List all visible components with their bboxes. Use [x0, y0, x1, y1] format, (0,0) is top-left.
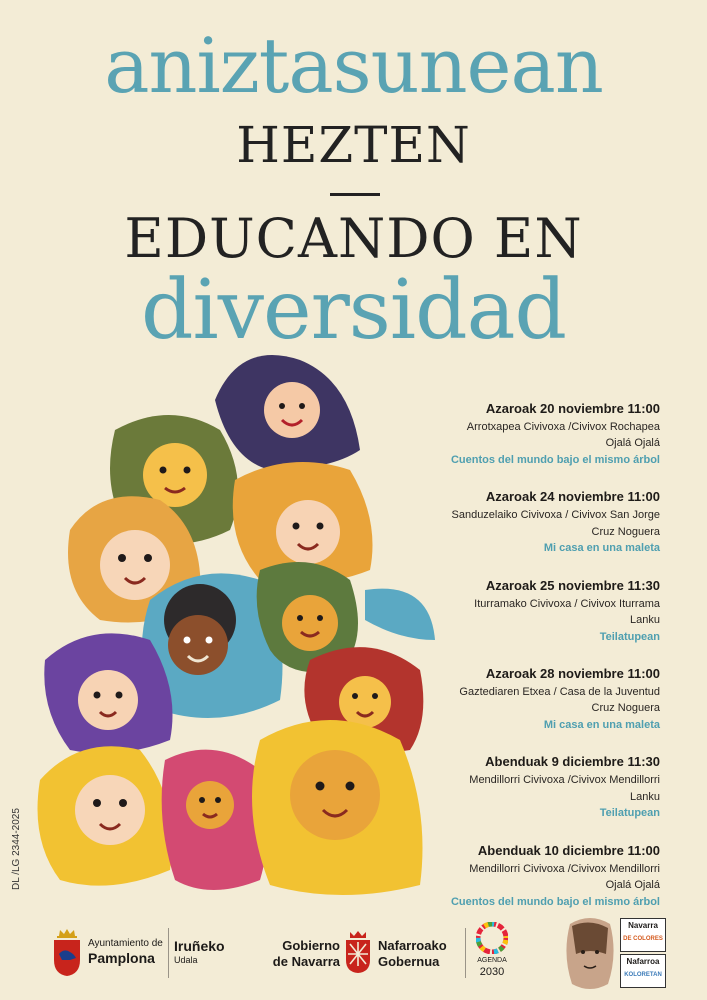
title-divider [330, 193, 380, 196]
event-item [420, 577, 660, 645]
event-title: Mi casa en una maleta [543, 542, 660, 555]
event-company: Lanku [630, 790, 660, 803]
event-item [420, 488, 660, 556]
event-company: Lanku [630, 614, 660, 627]
agenda-line1: AGENDA [477, 957, 507, 964]
title-hezten: HEZTEN [236, 116, 471, 174]
event-company: Ojalá Ojalá [605, 437, 660, 450]
agenda-line2: 2030 [479, 966, 505, 978]
title-aniztasunean: aniztasunean [104, 21, 603, 110]
pamplona-shield-icon [52, 928, 82, 978]
children-illustration [30, 340, 450, 900]
event-place: Iturramako Civivoxa / Civivox Iturrama [474, 597, 660, 610]
event-place: Sanduzelaiko Civivoxa / Civivox San Jorge [451, 509, 660, 522]
event-date: Azaroak 28 noviembre 11:00 [485, 666, 660, 682]
irunea-line2: Udala [174, 955, 198, 965]
event-date: Azaroak 24 noviembre 11:00 [485, 489, 660, 505]
event-company: Cruz Noguera [591, 525, 660, 538]
badge2-line2: KOLORETAN [624, 972, 662, 978]
event-company: Cruz Noguera [591, 702, 660, 715]
nafarroa-line1: Nafarroako [378, 938, 447, 953]
pamplona-line2: Pamplona [88, 950, 155, 966]
event-item [420, 665, 660, 733]
badge1-line2: DE COLORES [623, 936, 663, 942]
event-date: Azaroak 20 noviembre 11:00 [485, 401, 660, 416]
navarra-de-colores-badge [620, 918, 666, 952]
gobierno-line2: de Navarra [272, 954, 340, 969]
navarra-de-colores-face-icon [562, 914, 618, 994]
nafarroa-line2: Gobernua [378, 954, 440, 969]
logo-separator [465, 928, 466, 978]
irunea-line1: Iruñeko [174, 938, 225, 954]
legal-deposit: DL /LG 2344-2025 [11, 808, 22, 890]
badge1-line1: Navarra [628, 921, 658, 930]
event-place: Mendillorri Civivoxa /Civivox Mendillorri [469, 774, 660, 787]
event-title: Teilatupean [599, 807, 660, 820]
event-date: Azaroak 25 noviembre 11:30 [485, 577, 660, 593]
event-item [420, 753, 660, 821]
event-item [420, 842, 660, 910]
nafarroa-koloretan-badge [620, 954, 666, 988]
event-title: Teilatupean [599, 630, 660, 643]
event-company: Ojalá Ojalá [605, 879, 660, 892]
event-title: Cuentos del mundo bajo el mismo árbol [450, 453, 660, 466]
event-list [420, 400, 660, 930]
event-date: Abenduak 9 diciembre 11:30 [485, 754, 660, 770]
event-title: Cuentos del mundo bajo el mismo árbol [450, 895, 660, 908]
event-date: Abenduak 10 diciembre 11:00 [477, 842, 660, 858]
event-place: Gaztediaren Etxea / Casa de la Juventud [459, 685, 660, 698]
event-place: Mendillorri Civivoxa /Civivox Mendillorri [469, 862, 660, 875]
pamplona-line1: Ayuntamiento de [88, 938, 163, 949]
event-place: Arrotxapea Civivoxa /Civivox Rochapea [466, 420, 660, 433]
event-item [420, 400, 660, 468]
agenda-2030-wheel-icon [476, 922, 508, 954]
event-title: Mi casa en una maleta [543, 718, 660, 731]
gobierno-line1: Gobierno [282, 938, 340, 953]
logo-separator [168, 928, 169, 978]
title-diversidad: diversidad [141, 263, 566, 358]
footer-logos [0, 910, 707, 1000]
navarra-shield-icon [344, 930, 372, 974]
badge2-line1: Nafarroa [626, 957, 660, 966]
title-educando-en: EDUCANDO EN [124, 207, 583, 270]
